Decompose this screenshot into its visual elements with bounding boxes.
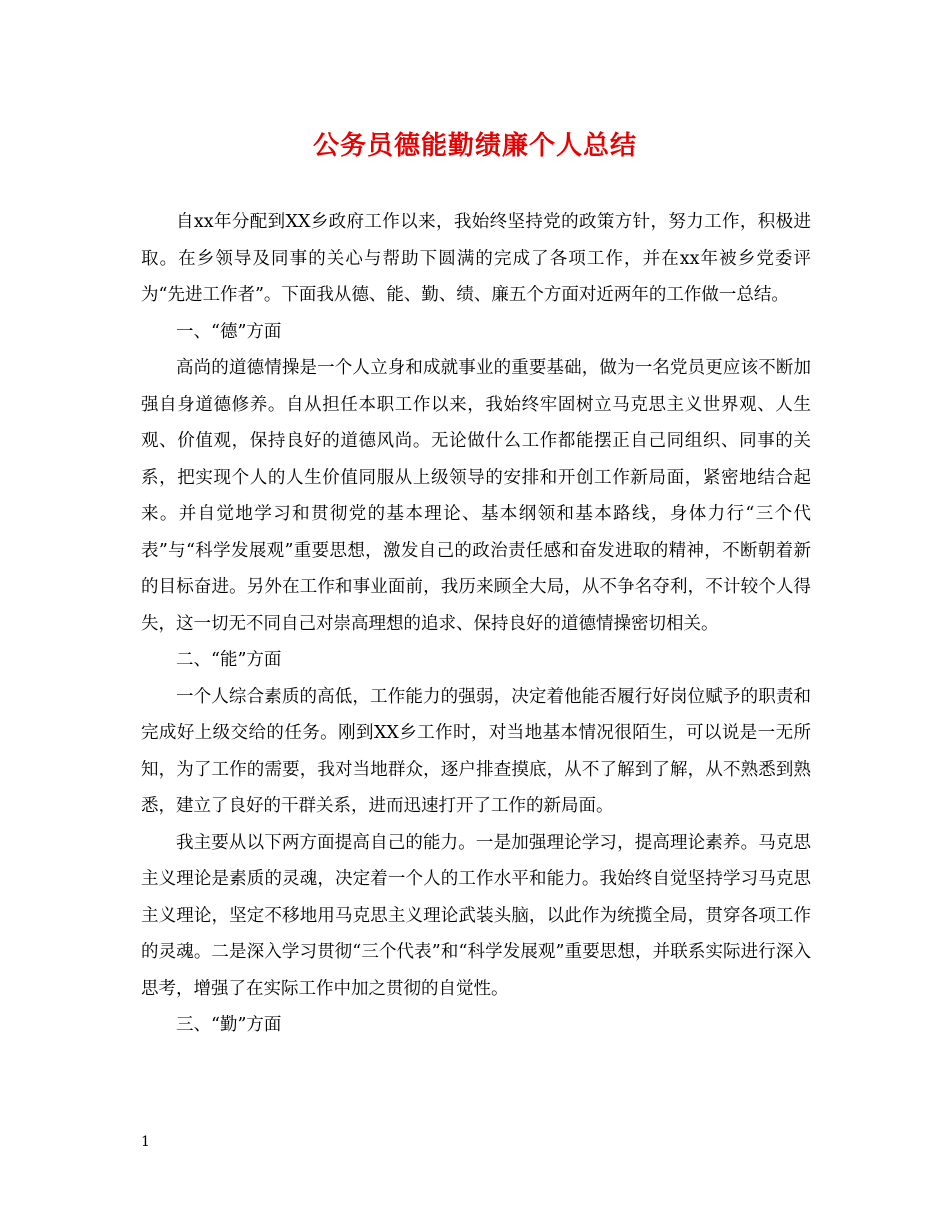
neng-paragraph-1: 一个人综合素质的高低，工作能力的强弱，决定着他能否履行好岗位赋予的职责和完成好上级交给的任务。刚到XX乡工作时，对当地基本情况很陌生，可以说是一无所知，为了工作的需要，我对当地群众，逐户排查摸底，从不了解到了解，从不熟悉到熟悉，建立了良好的干群关系，进而迅速打开了工作的新局面。 bbox=[141, 686, 811, 816]
document-body bbox=[141, 204, 811, 1044]
intro-paragraph: 自xx年分配到XX乡政府工作以来，我始终坚持党的政策方针，努力工作，积极进取。在乡领导及同事的关心与帮助下圆满的完成了各项工作，并在xx年被乡党委评为“先进工作者”。下面我从德、能、勤、绩、廉五个方面对近两年的工作做一总结。 bbox=[141, 212, 811, 305]
page-number: 1 bbox=[141, 1134, 150, 1150]
section-heading-neng: 二、“能”方面 bbox=[176, 650, 282, 670]
neng-paragraph-2: 我主要从以下两方面提高自己的能力。一是加强理论学习，提高理论素养。马克思主义理论是素质的灵魂，决定着一个人的工作水平和能力。我始终自觉坚持学习马克思主义理论，坚定不移地用马克思主义理论武装头脑，以此作为统揽全局，贯穿各项工作的灵魂。二是深入学习贯彻“三个代表”和“科学发展观”重要思想，并联系实际进行深入思考，增强了在实际工作中加之贯彻的自觉性。 bbox=[141, 832, 811, 999]
section-heading-de: 一、“德”方面 bbox=[176, 321, 282, 342]
section-heading-qin: 三、“勤”方面 bbox=[176, 1015, 282, 1035]
de-paragraph: 高尚的道德情操是一个人立身和成就事业的重要基础，做为一名党员更应该不断加强自身道德修养。自从担任本职工作以来，我始终牢固树立马克思主义世界观、人生观、价值观，保持良好的道德风尚。无论做什么工作都能摆正自己同组织、同事的关系，把实现个人的人生价值同服从上级领导的安排和开创工作新局面，紧密地结合起来。并自觉地学习和贯彻党的基本理论、基本纲领和基本路线，身体力行“三个代表”与“科学发展观”重要思想，激发自己的政治责任感和奋发进取的精神，不断朝着新的目标奋进。另外在工作和事业面前，我历来顾全大局，从不争名夺利，不计较个人得失，这一切无不同自己对崇高理想的追求、保持良好的道德情操密切相关。 bbox=[141, 358, 811, 634]
document-title: 公务员德能勤绩廉个人总结 bbox=[312, 131, 637, 161]
